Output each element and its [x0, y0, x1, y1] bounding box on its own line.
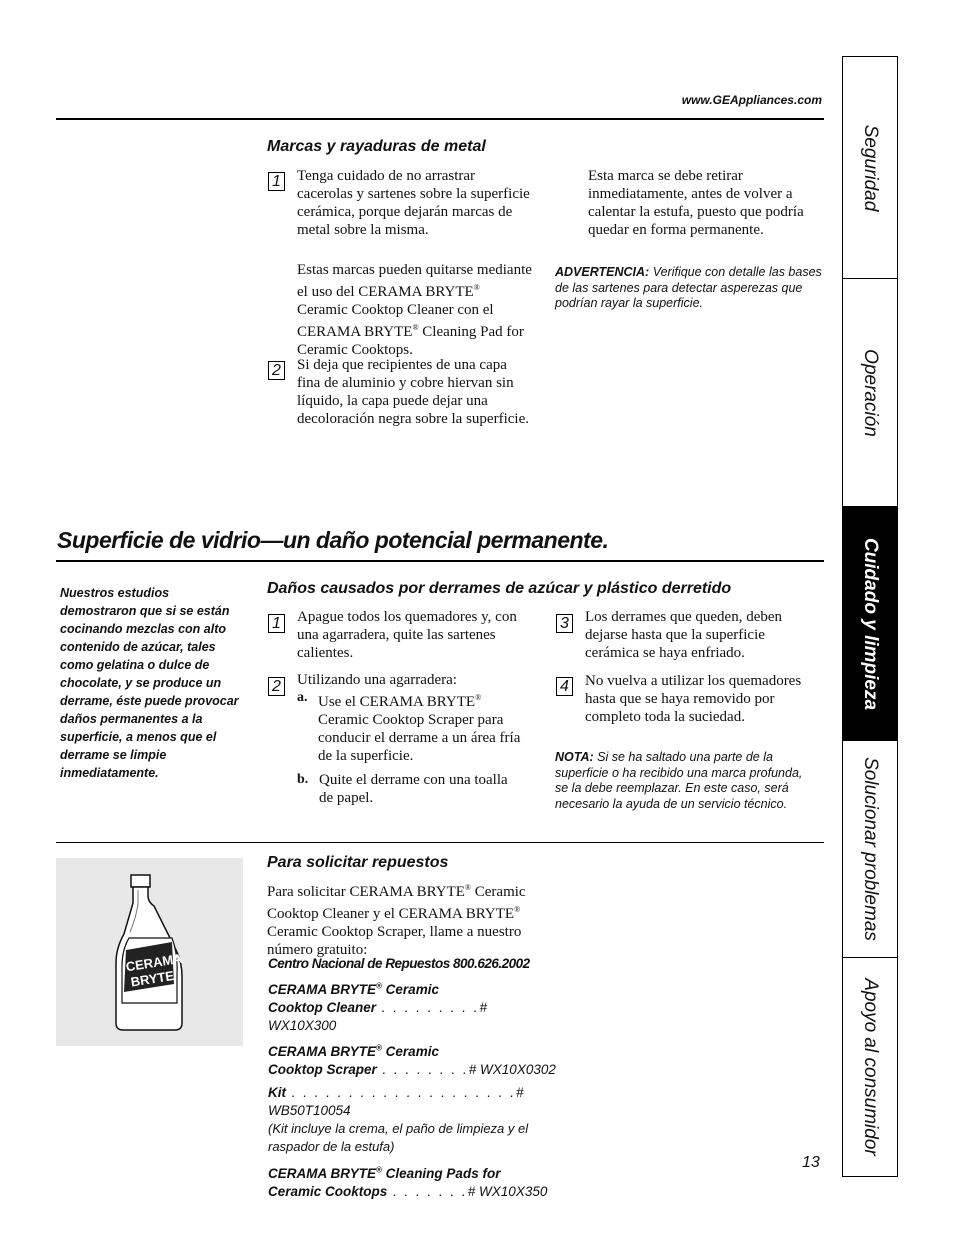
spill-step-2b-label: b.	[297, 772, 309, 787]
website-url[interactable]: www.GEAppliances.com	[681, 93, 822, 107]
tab-label: Seguridad	[860, 124, 881, 211]
tab-apoyo-al-consumidor[interactable]	[843, 958, 897, 1176]
step-1-text: Tenga cuidado de no arrastrar cacerolas y sartenes sobre la superficie cerámica, porque dejarán marcas de metal sobre la misma.	[297, 168, 530, 238]
cleaner-bottle-image	[56, 858, 243, 1046]
step-number-2: 2	[268, 677, 285, 696]
tab-cuidado-y-limpieza[interactable]	[843, 507, 897, 741]
section-heading-metal-marks: Marcas y rayaduras de metal	[267, 138, 486, 155]
spill-step-2-text: Utilizando una agarradera:	[297, 672, 457, 688]
tab-label: Operación	[860, 348, 881, 437]
tab-label: Solucionar problemas	[860, 757, 881, 941]
step-number-1: 1	[268, 614, 285, 633]
warning-note: ADVERTENCIA: Verifique con detalle las bases de las sartenes para detectar asperezas que podrían rayar la superficie.	[555, 265, 822, 310]
tab-label: Apoyo al consumidor	[860, 978, 881, 1156]
part-item-kit: Kit . . . . . . . . . . . . . . . . . . . .# WB50T10054	[268, 1085, 524, 1118]
step-number-4: 4	[556, 677, 573, 696]
section-heading-sugar-damage: Daños causados por derrames de azúcar y plástico derretido	[267, 580, 732, 597]
parts-center-phone[interactable]: Centro Nacional de Repuestos 800.626.2002	[268, 956, 530, 971]
spill-step-3-text: Los derrames que queden, deben dejarse hasta que la superficie cerámica se haya enfriado.	[585, 609, 783, 661]
spill-step-4-text: No vuelva a utilizar los quemadores hasta que se haya removido por completo toda la suciedad.	[585, 673, 802, 725]
bottle-label-line-2: BRYTE	[129, 967, 176, 990]
top-rule	[56, 118, 824, 120]
tab-solucionar-problemas[interactable]	[843, 741, 897, 958]
note-resurface: NOTA: Si se ha saltado una parte de la superficie o ha recibido una marca profunda, se la debe reemplazar. En este caso, será necesario la ayuda de un servicio técnico.	[555, 750, 803, 811]
section-title-glass-surface: Superficie de vidrio—un daño potencial permanente.	[57, 527, 609, 553]
parts-list	[268, 955, 558, 1201]
tab-operacion[interactable]	[843, 279, 897, 507]
section-rule	[56, 560, 824, 562]
spill-step-2a-text: Use el CERAMA BRYTE® Ceramic Cooktop Scraper para conducir el derrame a un área fría de la superficie.	[318, 693, 521, 764]
page-number: 13	[802, 1154, 820, 1171]
parts-intro: Para solicitar CERAMA BRYTE® Ceramic Cooktop Cleaner y el CERAMA BRYTE® Ceramic Cooktop Scraper, llame a nuestro número gratuito:	[267, 883, 526, 958]
cleaning-paragraph: Estas marcas pueden quitarse mediante el uso del CERAMA BRYTE® Ceramic Cooktop Cleaner con el CERAMA BRYTE® Cleaning Pad for Ceramic Cooktops.	[297, 262, 532, 358]
section-tabs	[842, 56, 898, 1177]
part-item-scraper: CERAMA BRYTE® Ceramic Cooktop Scraper . . . . . . . .# WX10X0302	[268, 1043, 556, 1077]
tab-seguridad[interactable]	[843, 57, 897, 279]
step-number-3: 3	[556, 614, 573, 633]
section-heading-parts: Para solicitar repuestos	[267, 854, 449, 871]
step-2-text: Si deja que recipientes de una capa fina de aluminio y cobre hiervan sin líquido, la capa puede dejar una decoloración negra sobre la superficie.	[297, 357, 529, 427]
part-kit-description: (Kit incluye la crema, el paño de limpieza y el raspador de la estufa)	[268, 1121, 529, 1154]
right-paragraph: Esta marca se debe retirar inmediatamente, antes de volver a calentar la estufa, puesto que podría quedar en forma permanente.	[588, 168, 804, 238]
bottle-label-line-1: CERAMA	[124, 950, 184, 975]
sugar-warning-sidenote: Nuestros estudios demostraron que si se están cocinando mezclas con alto contenido de azúcar, tales como gelatina o dulce de chocolate, y se produce un derrame, éste puede provocar daños permanentes a la superficie, a menos que el derrame se limpie inmediatamente.	[60, 586, 239, 780]
step-number-2: 2	[268, 361, 285, 380]
spill-step-2a-label: a.	[297, 690, 308, 705]
spill-step-1-text: Apague todos los quemadores y, con una agarradera, quite las sartenes calientes.	[297, 609, 517, 661]
tab-label: Cuidado y limpieza	[860, 537, 881, 710]
part-item-cleaner: CERAMA BRYTE® Ceramic Cooktop Cleaner . . . . . . . . .# WX10X300	[268, 981, 488, 1033]
bottle-image-panel	[56, 858, 243, 1046]
part-item-pads: CERAMA BRYTE® Cleaning Pads for Ceramic Cooktops . . . . . . .# WX10X350	[268, 1165, 548, 1199]
divider-rule	[56, 842, 824, 843]
step-number-1: 1	[268, 172, 285, 191]
spill-step-2b-text: Quite el derrame con una toalla de papel.	[319, 772, 508, 806]
